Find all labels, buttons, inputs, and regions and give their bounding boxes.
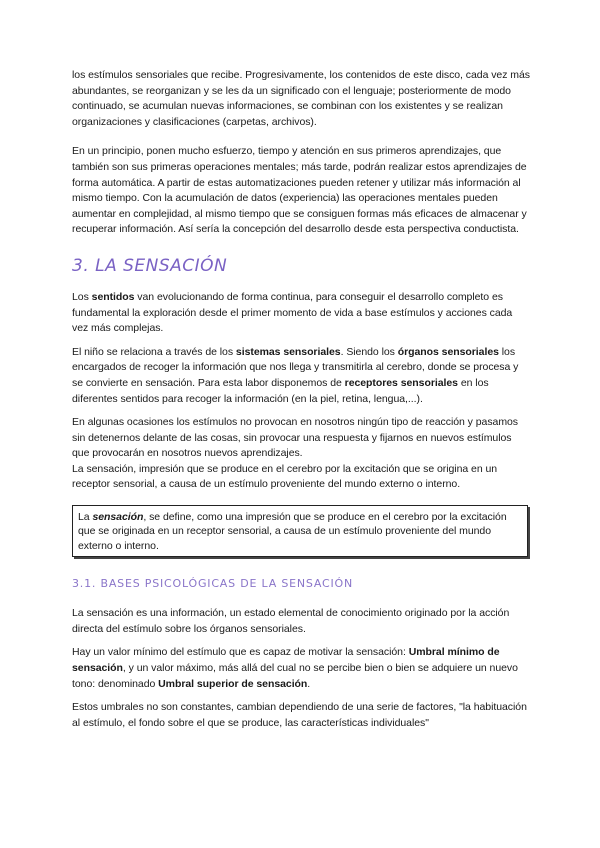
term-sensacion: sensación	[92, 511, 144, 524]
term-umbral-superior: Umbral superior de sensación	[158, 677, 308, 690]
section-heading-3: 3. LA SENSACIÓN	[72, 255, 228, 276]
paragraph-sentidos: Los sentidos van evolucionando de forma continua, para conseguir el desarrollo completo es fundamental la exploración desde el primer momento de vida a base estímulos y acciones cada vez más complejas.	[72, 290, 513, 335]
term-sistemas-sensoriales: sistemas sensoriales	[235, 345, 341, 358]
definition-text: La sensación, se define, como una impresión que se produce en el cerebro por la excitación que se originada en un receptor sensorial, a causa de un estímulo proveniente del mundo externo o interno.	[78, 511, 507, 552]
document-page	[72, 68, 530, 731]
paragraph-umbrales: Hay un valor mínimo del estímulo que es capaz de motivar la sensación: Umbral mínimo de sensación, y un valor máximo, más allá del cual no se percibe bien o bien se adquiere un nuevo tono: denominado Umbral superior de sensación.	[72, 646, 518, 690]
paragraph-estimulos: En algunas ocasiones los estímulos no provocan en nosotros ningún tipo de reacción y pasamos sin detenernos delante de las cosas, sin provocar una respuesta y fijarnos en nuevos estímulos que provocarán en nosotros nuevos aprendizajes.	[72, 416, 519, 460]
paragraph-intro-1: los estímulos sensoriales que recibe. Progresivamente, los contenidos de este disco, cada vez más abundantes, se reorganizan y se les da un significado con el lenguaje; posteriormente de modo continuado, se acumulan nuevas informaciones, se combinan con los existentes y se realizan organizaciones y clasificaciones (carpetas, archivos).	[72, 69, 530, 128]
paragraph-umbrales-factores: Estos umbrales no son constantes, cambian dependiendo de una serie de factores, "la habituación al estímulo, el fondo sobre el que se produce, las características individuales"	[72, 701, 527, 729]
section-heading-3-1: 3.1. BASES PSICOLÓGICAS DE LA SENSACIÓN	[72, 577, 354, 591]
paragraph-intro-2: En un principio, ponen mucho esfuerzo, tiempo y atención en sus primeros aprendizajes, que también son sus primeras operaciones mentales; más tarde, podrán realizar estos aprendizajes de forma automática. A partir de estas automatizaciones pueden retener y utilizar más información al mismo tiempo. Con la acumulación de datos (experiencia) las operaciones mentales pueden aumentar en complejidad, al mismo tiempo que se consiguen formas más eficaces de almacenar y recuperar información. Así sería la concepción del desarrollo desde esta perspectiva conductista.	[72, 145, 527, 236]
paragraph-sensacion-impresion: La sensación, impresión que se produce en el cerebro por la excitación que se origina en un receptor sensorial, a causa de un estímulo proveniente del mundo externo o interno.	[72, 462, 498, 491]
definition-box	[72, 505, 528, 557]
term-receptores-sensoriales: receptores sensoriales	[344, 376, 458, 389]
paragraph-sensacion-informacion: La sensación es una información, un estado elemental de conocimiento originado por la acción directa del estímulo sobre los órganos sensoriales.	[72, 607, 510, 635]
term-organos-sensoriales: órganos sensoriales	[397, 345, 499, 358]
term-umbral-minimo: Umbral mínimo de sensación	[72, 646, 500, 675]
term-sentidos: sentidos	[91, 290, 135, 303]
paragraph-sistemas-sensoriales: El niño se relaciona a través de los sistemas sensoriales. Siendo los órganos sensoriales los encargados de recoger la información que nos llega y transmitirla al cerebro, donde se procesa y se convierte en sensación. Para esta labor disponemos de receptores sensoriales en los diferentes sentidos para recoger la información (en la piel, retina, lengua,...).	[72, 345, 519, 405]
